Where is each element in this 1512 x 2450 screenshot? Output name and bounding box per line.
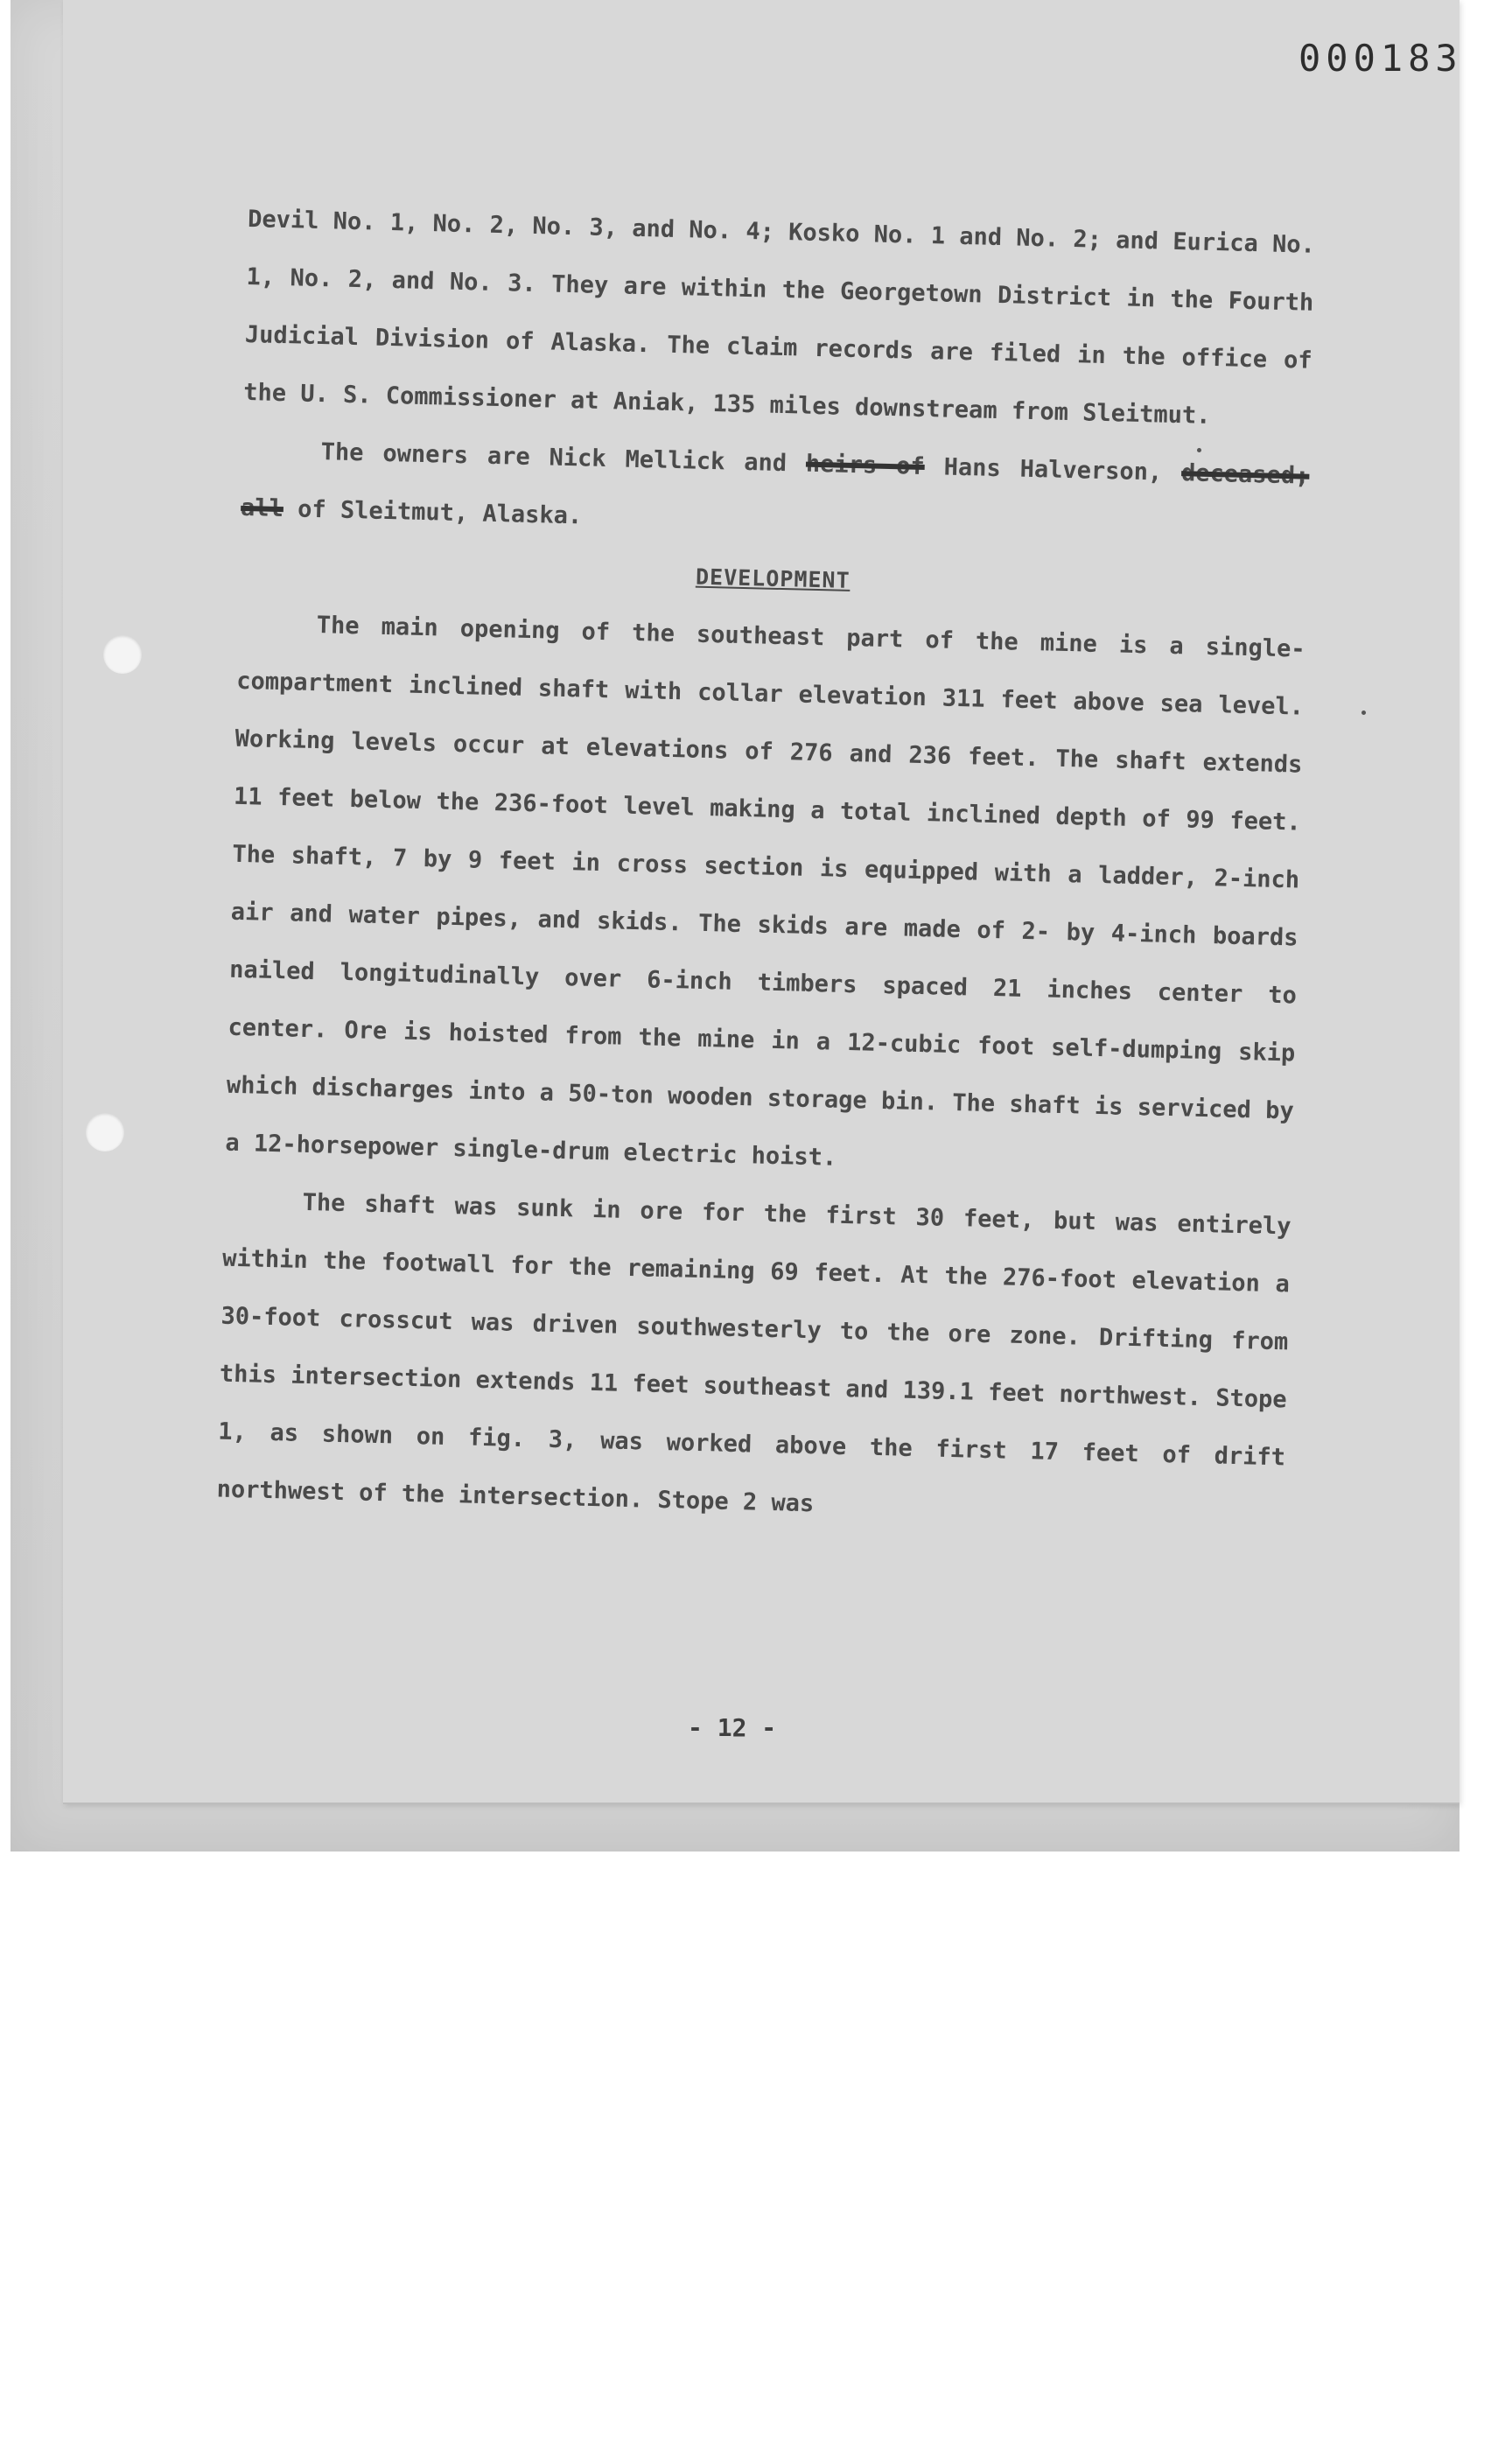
punch-hole-bottom (86, 1113, 124, 1152)
ink-speck (1362, 710, 1366, 715)
page-footer-number: - 12 - (688, 1713, 777, 1742)
struck-text-heirs: heirs of (805, 450, 926, 480)
paragraph-shaft: The main opening of the southeast part of the mine is a single-compartment inclined shaft with collar elevation 311 feet above sea level. Working levels occur at elevations of 276 and 236 feet. The shaft extends 11 feet below the 236-foot level making a total inclined depth of 99 feet. The shaft, 7 by 9 feet in cross section is equipped with a ladder, 2-inch air and water pipes, and skids. The skids are made of 2- by 4-inch boards nailed longitudinally over 6-inch timbers spaced 21 inches center to center. Ore is hoisted from the mine in a 12-cubic foot self-dumping skip which discharges into a 50-ton wooden storage bin. The shaft is serviced by a 12-horsepower single-drum electric hoist. (225, 612, 1306, 1172)
paragraph-drifting: The shaft was sunk in ore for the first 30 feet, but was entirely within the footwall for the remaining 69 feet. At the 276-foot elevation a 30-foot crosscut was driven southwesterly to the ore zone. Drifting from this intersection extends 11 feet southeast and 139.1 feet northwest. Stope 1, as shown on fig. 3, was worked above the first 17 feet of drift northwest of the intersection. Stope 2 was (216, 1188, 1292, 1518)
owners-text-middle: Hans Halverson, (943, 453, 1163, 486)
punch-hole-top (103, 635, 142, 674)
page-number-stamp: 000183 (1298, 37, 1463, 80)
struck-text-deceased: deceased; (1180, 459, 1310, 490)
struck-text-all: all (240, 494, 284, 523)
section-heading-development: DEVELOPMENT (695, 564, 850, 593)
document-body (216, 191, 1316, 1544)
owners-text-before: The owners are Nick Mellick and (320, 438, 788, 478)
owners-text-after: of Sleitmut, Alaska. (297, 495, 583, 530)
paragraph-claims: Devil No. 1, No. 2, No. 3, and No. 4; Kosko No. 1 and No. 2; and Eurica No. 1, No. 2, and No. 3. They are within the Georgetown District in the Fourth Judicial Division of Alaska. The claim records are filed in the office of the U. S. Commissioner at Aniak, 135 miles downstream from Sleitmut. (242, 205, 1316, 430)
